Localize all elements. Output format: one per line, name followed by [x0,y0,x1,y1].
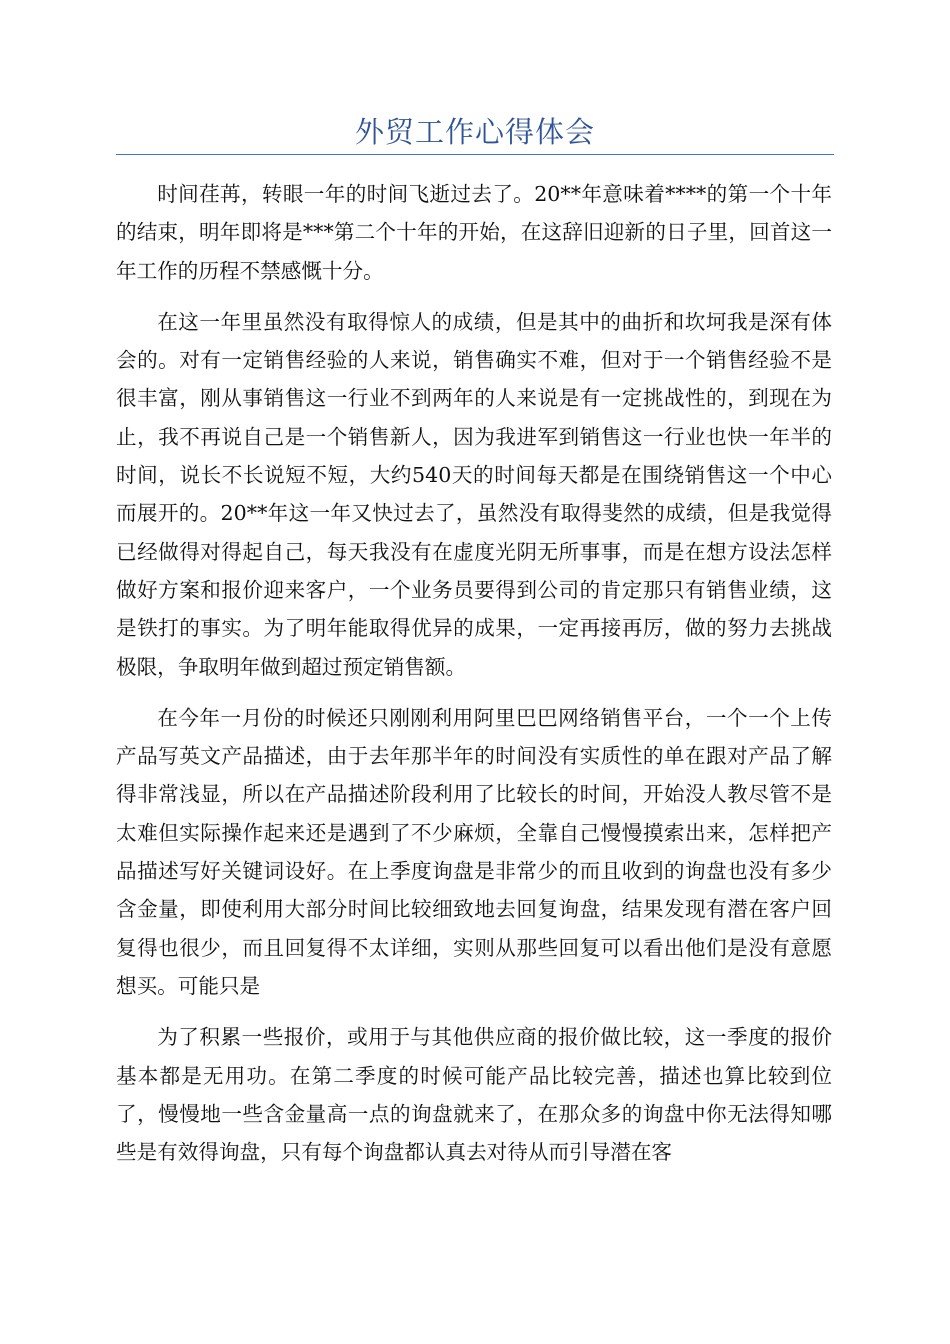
title-underline [116,154,834,155]
paragraph-4: 为了积累一些报价，或用于与其他供应商的报价做比较，这一季度的报价基本都是无用功。在第二季度的时候可能产品比较完善，描述也算比较到位了，慢慢地一些含金量高一点的询盘就来了，在那众多的询盘中你无法得知哪些是有效得询盘，只有每个询盘都认真去对待从而引导潜在客 [116,1025,832,1165]
paragraph-1: 时间荏苒，转眼一年的时间飞逝过去了。20**年意味着****的第一个十年的结束，明年即将是***第二个十年的开始，在这辞旧迎新的日子里，回首这一年工作的历程不禁感慨十分。 [116,182,832,283]
document-body [116,175,832,1184]
document-title: 外贸工作心得体会 [354,115,595,149]
paragraph-3: 在今年一月份的时候还只刚刚利用阿里巴巴网络销售平台，一个一个上传产品写英文产品描述，由于去年那半年的时间没有实质性的单在跟对产品了解得非常浅显，所以在产品描述阶段利用了比较长的时间，开始没人教尽管不是太难但实际操作起来还是遇到了不少麻烦，全靠自己慢慢摸索出来，怎样把产品描述写好关键词设好。在上季度询盘是非常少的而且收到的询盘也没有多少含金量，即使利用大部分时间比较细致地去回复询盘，结果发现有潜在客户回复得也很少，而且回复得不太详细，实则从那些回复可以看出他们是没有意愿想买。可能只是 [116,705,832,998]
paragraph-2: 在这一年里虽然没有取得惊人的成绩，但是其中的曲折和坎坷我是深有体会的。对有一定销售经验的人来说，销售确实不难，但对于一个销售经验不是很丰富，刚从事销售这一行业不到两年的人来说是有一定挑战性的，到现在为止，我不再说自己是一个销售新人，因为我进军到销售这一行业也快一年半的时间，说长不长说短不短，大约540天的时间每天都是在围绕销售这一个中心而展开的。20**年这一年又快过去了，虽然没有取得斐然的成绩，但是我觉得已经做得对得起自己，每天我没有在虚度光阴无所事事，而是在想方设法怎样做好方案和报价迎来客户，一个业务员要得到公司的肯定那只有销售业绩，这是铁打的事实。为了明年能取得优异的成果，一定再接再厉，做的努力去挑战极限，争取明年做到超过预定销售额。 [116,309,832,679]
